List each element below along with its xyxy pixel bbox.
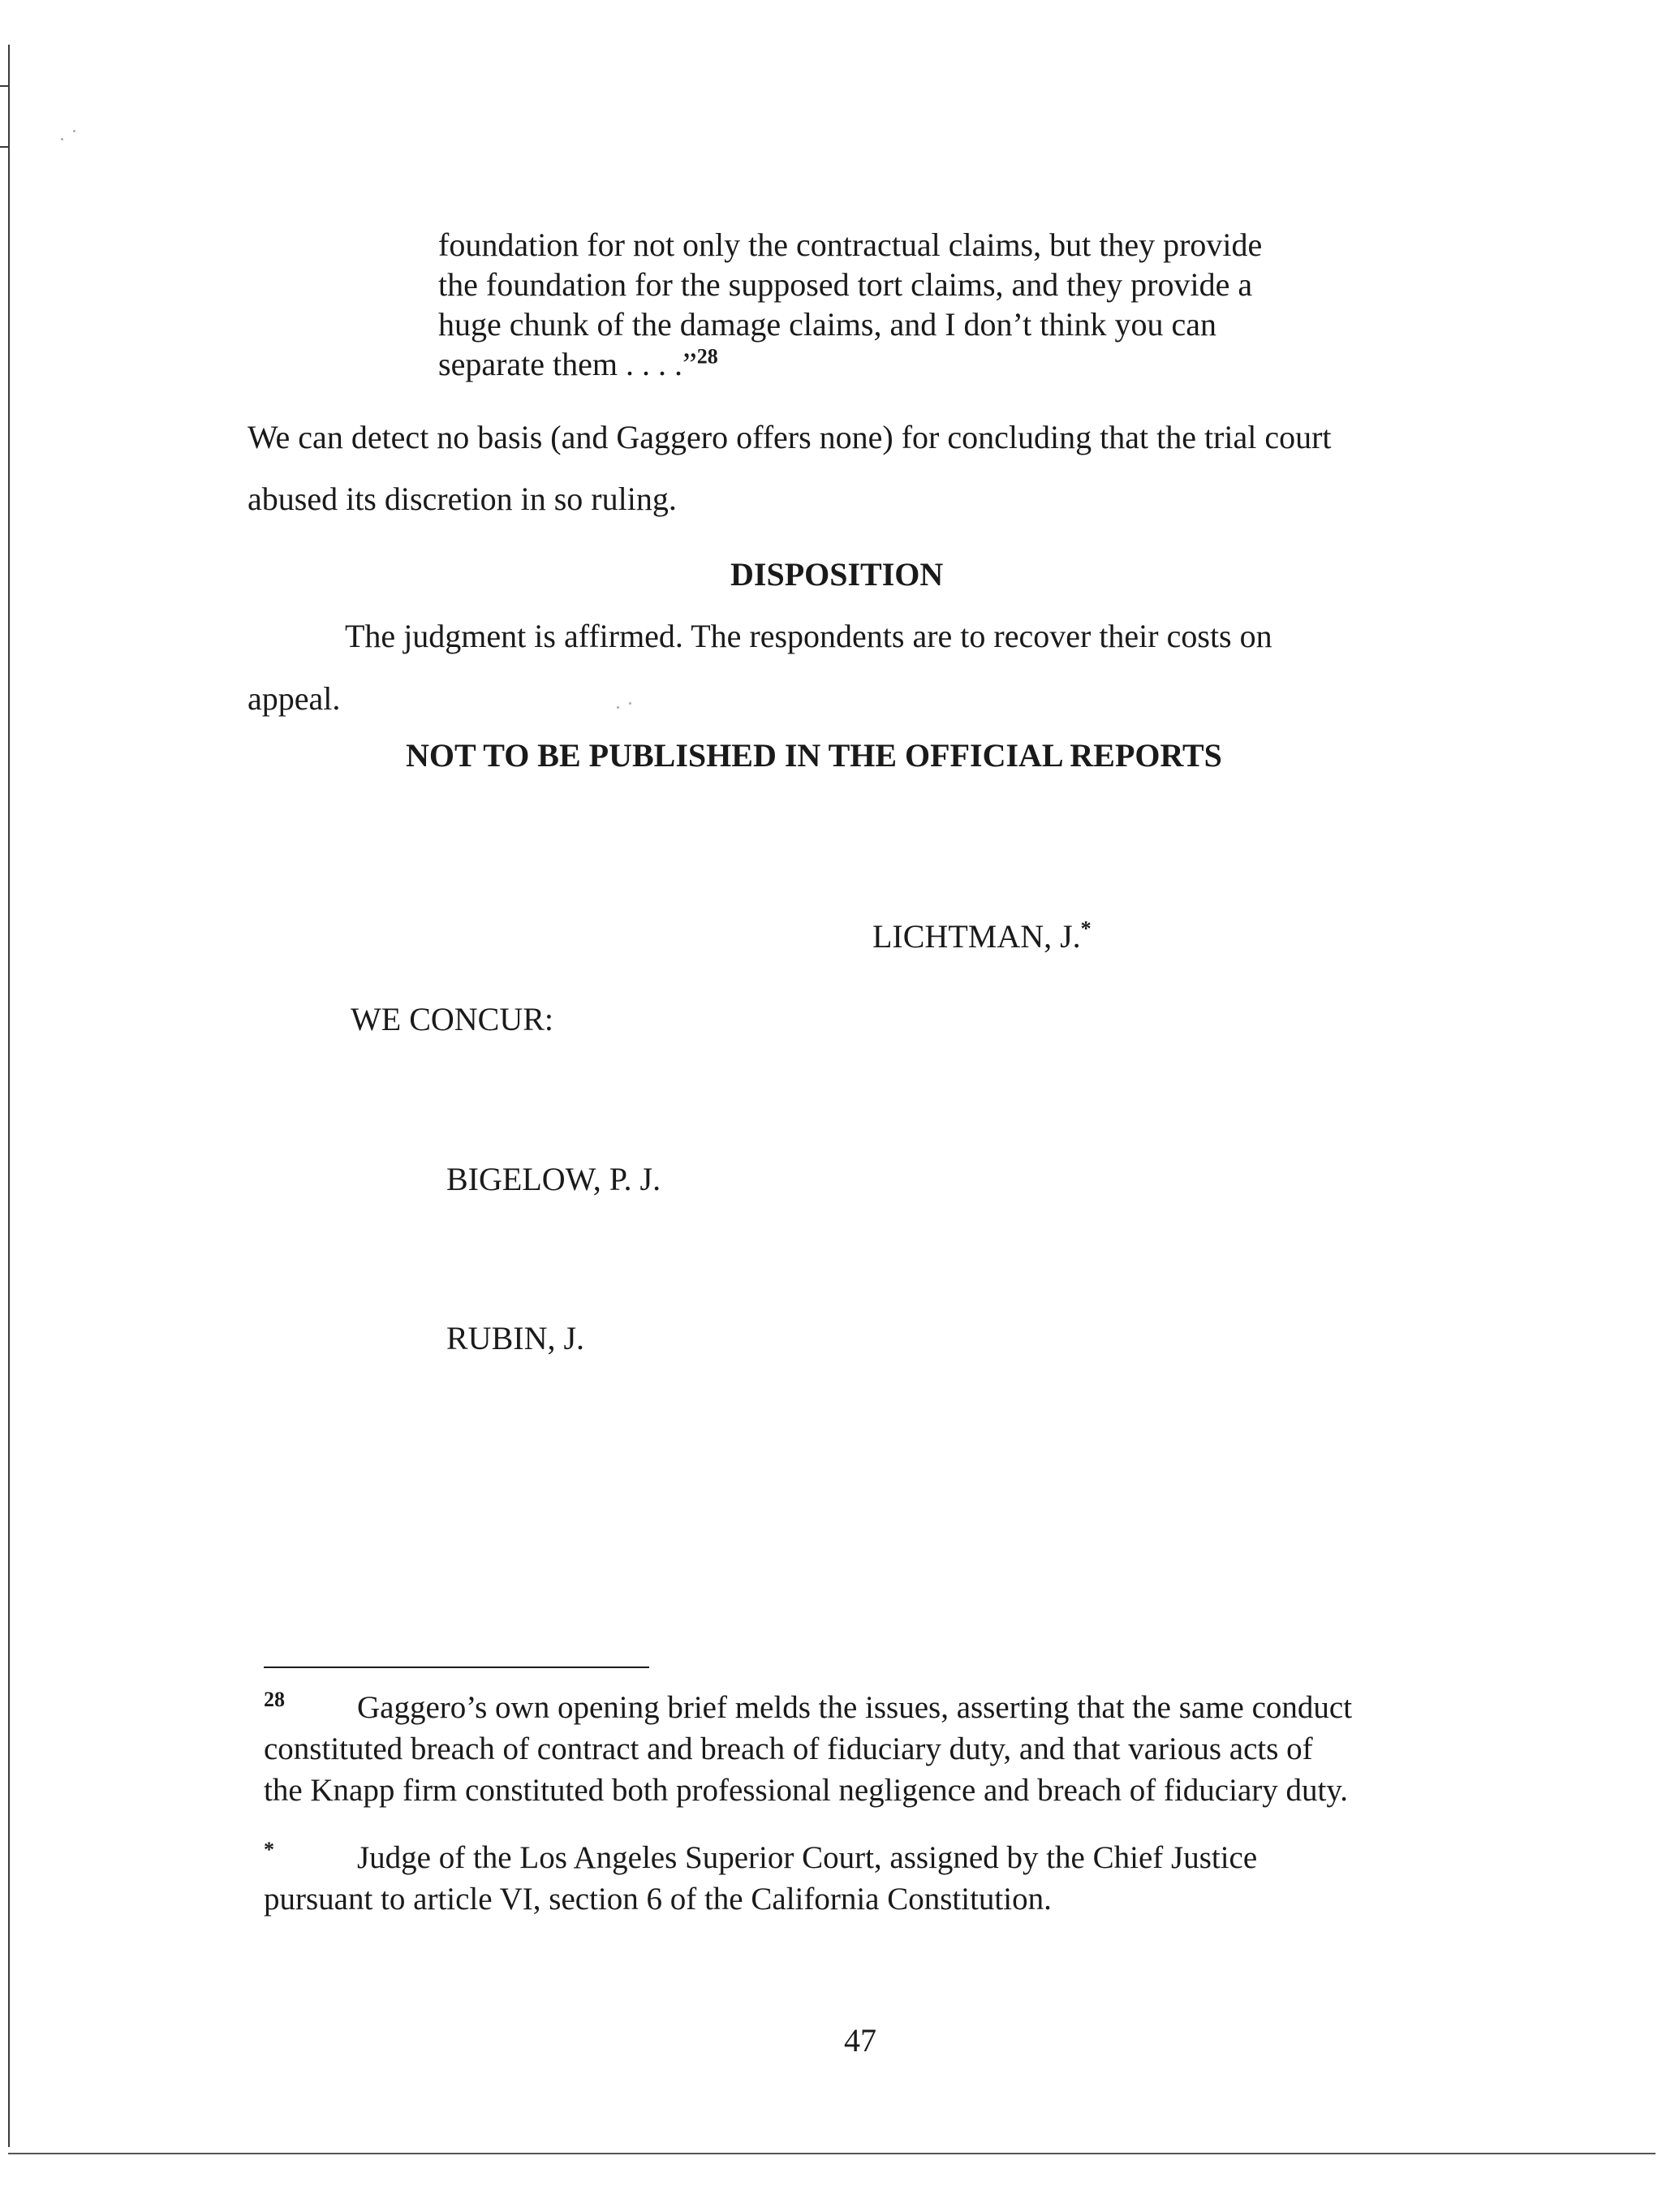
- author-footnote-marker: *: [1080, 916, 1091, 941]
- page-number: 47: [844, 2022, 876, 2059]
- concurring-justice: RUBIN, J.: [446, 1320, 585, 1356]
- footnote-line: pursuant to article VI, section 6 of the California Constitution.: [264, 1882, 1052, 1917]
- author-name: LICHTMAN, J.: [872, 918, 1081, 955]
- footnote-line: Judge of the Los Angeles Superior Court, assigned by the Chief Justice: [357, 1840, 1258, 1875]
- author-signature: [872, 917, 1091, 956]
- scan-speck: [61, 138, 63, 140]
- disposition-line: The judgment is affirmed. The respondents are to recover their costs on: [345, 618, 1272, 654]
- disposition-line: appeal.: [248, 680, 341, 717]
- footnote-line: Gaggero’s own opening brief melds the issues, asserting that the same conduct: [357, 1690, 1353, 1725]
- concur-label: WE CONCUR:: [351, 1001, 553, 1037]
- concurring-justice: BIGELOW, P. J.: [446, 1161, 661, 1197]
- paragraph-line: abused its discretion in so ruling.: [248, 481, 677, 517]
- quote-line: foundation for not only the contractual claims, but they provide: [438, 226, 1263, 263]
- publication-notice: NOT TO BE PUBLISHED IN THE OFFICIAL REPORTS: [406, 737, 1222, 774]
- disposition-heading: DISPOSITION: [730, 556, 944, 593]
- scan-left-edge: [8, 45, 10, 2147]
- scan-tick-mark: [0, 146, 10, 148]
- footnote-first-line: * Judge of the Los Angeles Superior Court, assigned by the Chief Justice: [264, 1838, 1258, 1875]
- quote-line: the foundation for the supposed tort claims, and they provide a: [438, 266, 1253, 303]
- scan-speck: [617, 706, 619, 709]
- quote-line: separate them . . . .”: [438, 346, 697, 382]
- footnote-reference: 28: [696, 344, 718, 369]
- scan-tick-mark: [0, 85, 10, 87]
- quote-last-line: [438, 345, 718, 384]
- quote-line: huge chunk of the damage claims, and I don’t think you can: [438, 306, 1217, 343]
- footnote-separator: [264, 1667, 649, 1668]
- footnote-line: constituted breach of contract and breach of fiduciary duty, and that various acts of: [264, 1731, 1313, 1766]
- footnote-first-line: 28 Gaggero’s own opening brief melds the issues, asserting that the same conduct: [264, 1688, 1353, 1725]
- scan-bottom-edge: [8, 2153, 1656, 2154]
- scan-speck: [73, 130, 75, 132]
- paragraph-line: We can detect no basis (and Gaggero offers none) for concluding that the trial court: [248, 419, 1332, 455]
- footnote-line: the Knapp firm constituted both professional negligence and breach of fiduciary duty.: [264, 1773, 1349, 1808]
- scan-speck: [629, 702, 631, 705]
